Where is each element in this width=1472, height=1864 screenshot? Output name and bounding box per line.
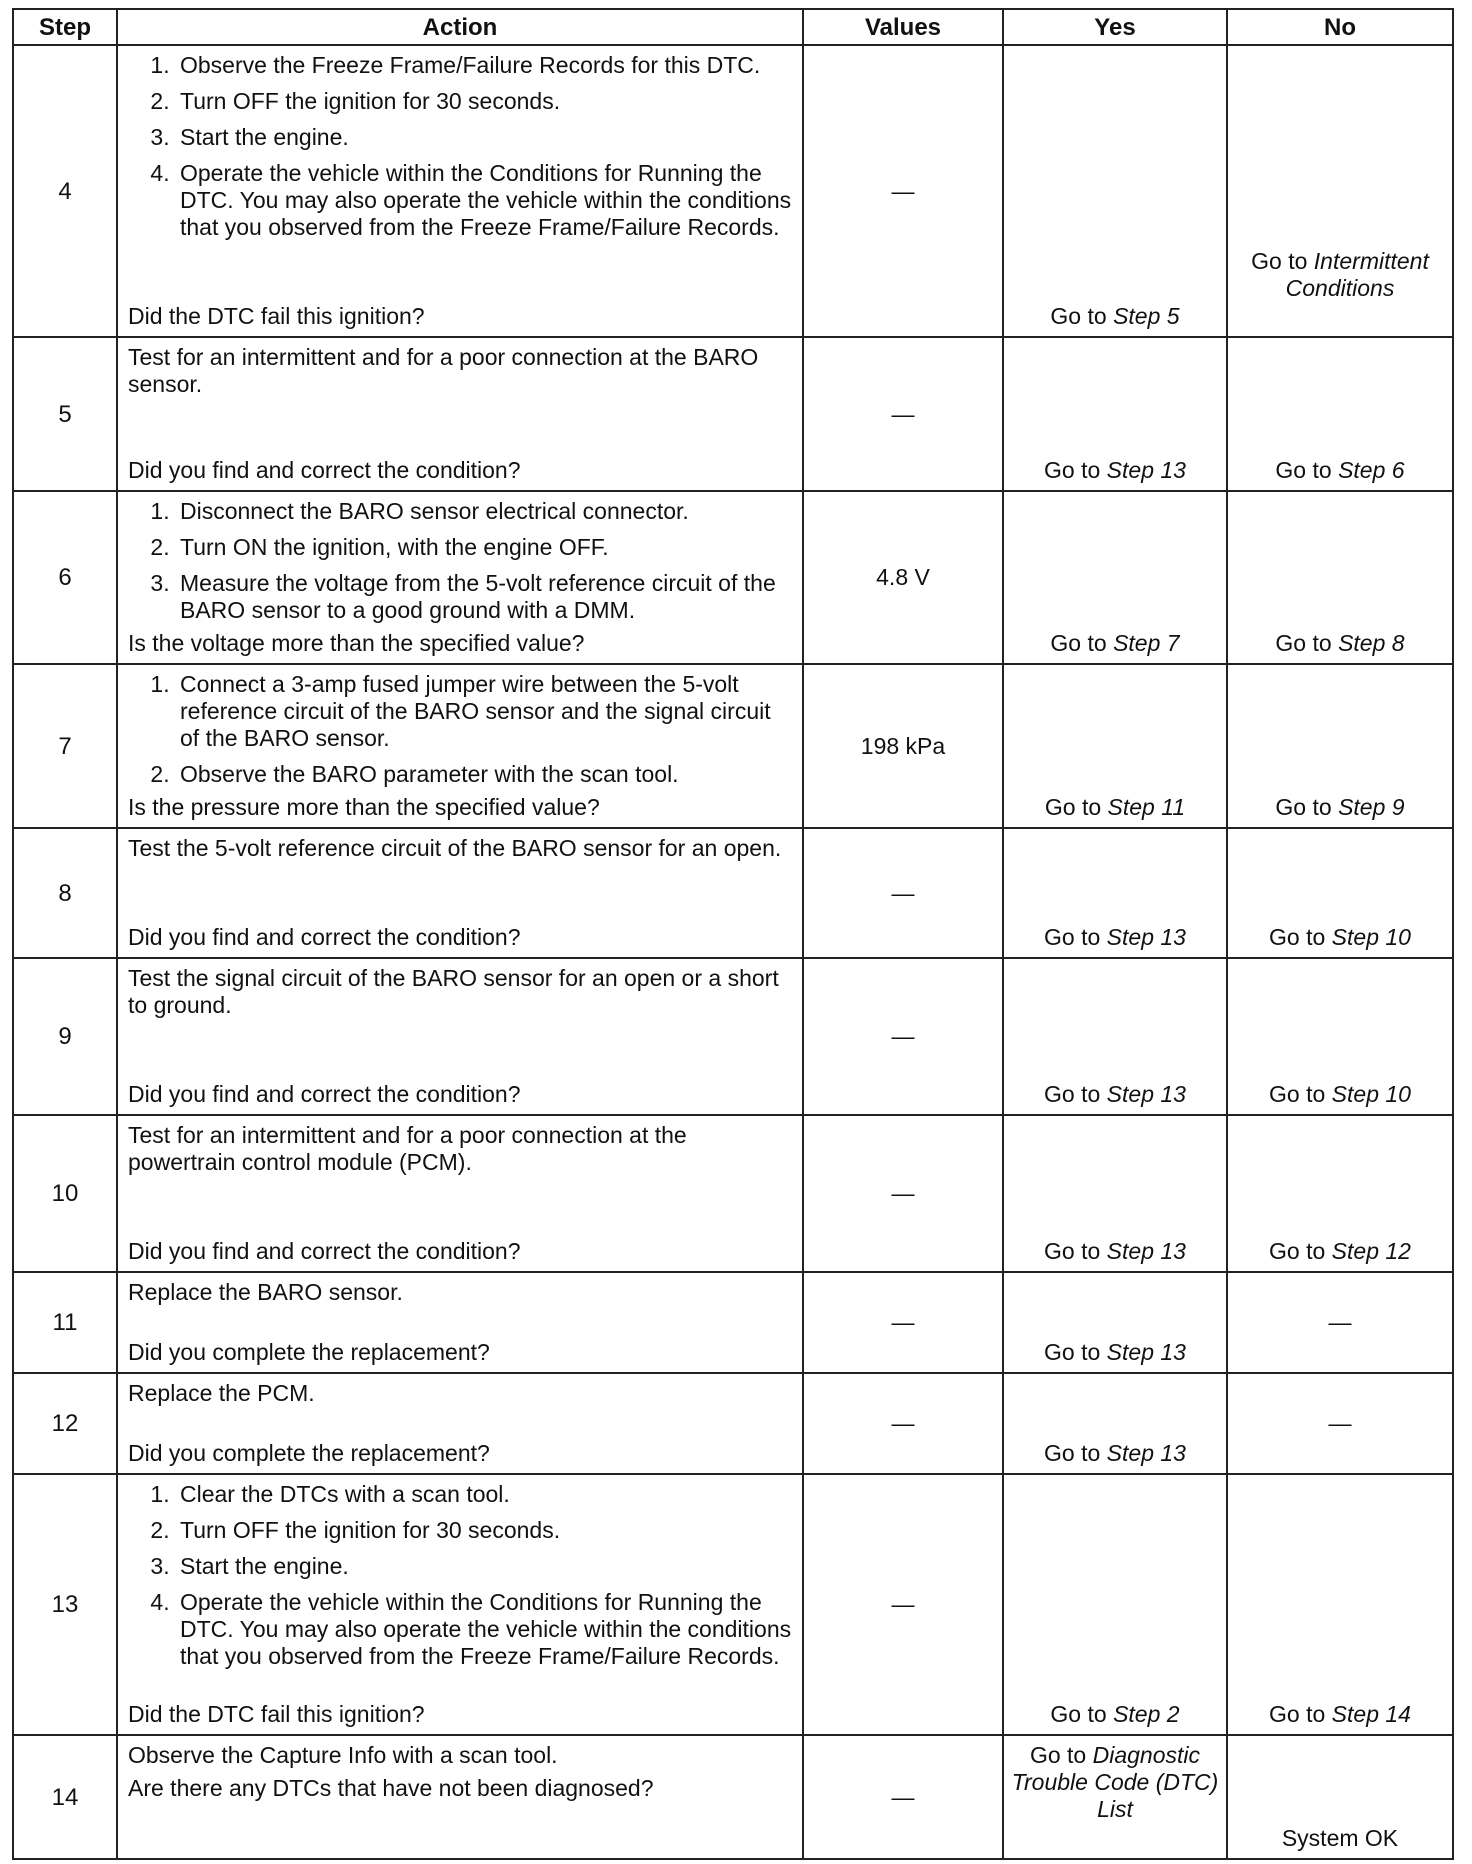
- header-yes: Yes: [1003, 9, 1227, 45]
- action-step-item: 2. Turn OFF the ignition for 30 seconds.: [176, 1517, 792, 1544]
- table-header-row: [13, 9, 1453, 45]
- no-cell: [1227, 1115, 1453, 1272]
- no-prefix: Go to: [1275, 630, 1332, 656]
- diagnostic-table-page: [12, 8, 1452, 1858]
- values-cell: —: [803, 45, 1003, 337]
- action-step-item: 1. Clear the DTCs with a scan tool.: [176, 1481, 792, 1508]
- action-text: Test the 5-volt reference circuit of the BARO sensor for an open.: [128, 835, 782, 861]
- no-target-link[interactable]: Step 9: [1338, 794, 1405, 820]
- values-cell: —: [803, 1735, 1003, 1859]
- yes-prefix: Go to: [1044, 1238, 1101, 1264]
- action-steps-list: [128, 671, 792, 794]
- yes-prefix: Go to: [1050, 630, 1107, 656]
- values-cell: —: [803, 337, 1003, 491]
- table-row-step-5: [13, 337, 1453, 491]
- step-number: 8: [13, 828, 117, 958]
- step-number: 9: [13, 958, 117, 1115]
- step-number: 12: [13, 1373, 117, 1474]
- action-cell: [117, 1474, 803, 1735]
- yes-prefix: Go to: [1044, 1339, 1101, 1365]
- yes-prefix: Go to: [1044, 1440, 1101, 1466]
- step-number: 6: [13, 491, 117, 664]
- no-cell: [1227, 828, 1453, 958]
- values-cell: —: [803, 958, 1003, 1115]
- yes-target-link[interactable]: Step 7: [1113, 630, 1180, 656]
- yes-cell: [1003, 1115, 1227, 1272]
- yes-cell: [1003, 828, 1227, 958]
- values-cell: 198 kPa: [803, 664, 1003, 828]
- table-row-step-9: [13, 958, 1453, 1115]
- action-cell: [117, 664, 803, 828]
- action-question: Is the pressure more than the specified value?: [128, 794, 600, 820]
- no-cell: —: [1227, 1373, 1453, 1474]
- action-question: Did the DTC fail this ignition?: [128, 303, 425, 329]
- no-cell: [1227, 337, 1453, 491]
- yes-target-link[interactable]: Step 13: [1106, 1081, 1186, 1107]
- yes-target-link[interactable]: Step 13: [1106, 924, 1186, 950]
- header-action: Action: [117, 9, 803, 45]
- action-cell: [117, 1272, 803, 1373]
- no-cell: —: [1227, 1272, 1453, 1373]
- no-prefix: Go to: [1269, 1238, 1326, 1264]
- action-question: Did you find and correct the condition?: [128, 457, 521, 483]
- action-text: Test the signal circuit of the BARO sensor for an open or a short to ground.: [128, 965, 779, 1018]
- step-number: 14: [13, 1735, 117, 1859]
- action-text: Replace the PCM.: [128, 1380, 315, 1406]
- no-target-link[interactable]: Step 14: [1331, 1701, 1411, 1727]
- action-text: Test for an intermittent and for a poor connection at the BARO sensor.: [128, 344, 759, 397]
- action-question: Are there any DTCs that have not been diagnosed?: [128, 1775, 654, 1801]
- table-row-step-13: [13, 1474, 1453, 1735]
- action-cell: [117, 1735, 803, 1859]
- action-text: Replace the BARO sensor.: [128, 1279, 403, 1305]
- yes-prefix: Go to: [1029, 1742, 1087, 1768]
- yes-cell: [1003, 1272, 1227, 1373]
- table-row-step-7: [13, 664, 1453, 828]
- action-cell: [117, 337, 803, 491]
- table-row-step-14: [13, 1735, 1453, 1859]
- no-target-link[interactable]: Step 10: [1331, 1081, 1411, 1107]
- yes-cell: [1003, 491, 1227, 664]
- yes-target-link[interactable]: Diagnostic Trouble Code (DTC) List: [1011, 1742, 1219, 1822]
- action-step-item: 2. Turn OFF the ignition for 30 seconds.: [176, 88, 792, 115]
- table-row-step-10: [13, 1115, 1453, 1272]
- action-step-item: 1. Connect a 3-amp fused jumper wire between the 5-volt reference circuit of the BARO sensor and the signal circuit of the BARO sensor.: [176, 671, 792, 752]
- no-prefix: Go to: [1251, 248, 1308, 274]
- yes-target-link[interactable]: Step 13: [1106, 1440, 1186, 1466]
- action-cell: [117, 958, 803, 1115]
- header-no: No: [1227, 9, 1453, 45]
- yes-target-link[interactable]: Step 5: [1113, 303, 1180, 329]
- yes-target-link[interactable]: Step 13: [1106, 1339, 1186, 1365]
- no-cell: [1227, 664, 1453, 828]
- action-step-item: 3. Start the engine.: [176, 1553, 792, 1580]
- values-cell: —: [803, 1373, 1003, 1474]
- values-cell: 4.8 V: [803, 491, 1003, 664]
- action-cell: [117, 491, 803, 664]
- step-number: 13: [13, 1474, 117, 1735]
- yes-target-link[interactable]: Step 2: [1113, 1701, 1180, 1727]
- no-prefix: Go to: [1275, 794, 1332, 820]
- header-step: Step: [13, 9, 117, 45]
- table-row-step-11: [13, 1272, 1453, 1373]
- step-number: 11: [13, 1272, 117, 1373]
- diagnostic-steps-table: [12, 8, 1454, 1860]
- action-question: Did you find and correct the condition?: [128, 1081, 521, 1107]
- action-steps-list: [128, 52, 792, 247]
- action-step-item: 3. Measure the voltage from the 5-volt reference circuit of the BARO sensor to a good ground with a DMM.: [176, 570, 792, 624]
- action-question: Did you complete the replacement?: [128, 1339, 490, 1365]
- yes-target-link[interactable]: Step 11: [1107, 794, 1186, 820]
- no-target-link[interactable]: Step 6: [1338, 457, 1405, 483]
- yes-cell: [1003, 1474, 1227, 1735]
- step-number: 5: [13, 337, 117, 491]
- no-cell: [1227, 958, 1453, 1115]
- yes-cell: [1003, 337, 1227, 491]
- values-cell: —: [803, 1115, 1003, 1272]
- action-cell: [117, 1115, 803, 1272]
- yes-cell: [1003, 1735, 1227, 1859]
- yes-prefix: Go to: [1044, 1081, 1101, 1107]
- yes-prefix: Go to: [1050, 1701, 1107, 1727]
- yes-target-link[interactable]: Step 13: [1106, 1238, 1186, 1264]
- action-text: Observe the Capture Info with a scan tool.: [128, 1742, 558, 1768]
- action-step-item: 1. Observe the Freeze Frame/Failure Records for this DTC.: [176, 52, 792, 79]
- no-prefix: Go to: [1269, 1081, 1326, 1107]
- step-number: 4: [13, 45, 117, 337]
- action-step-item: 2. Observe the BARO parameter with the scan tool.: [176, 761, 792, 788]
- yes-prefix: Go to: [1044, 924, 1101, 950]
- action-step-item: 3. Start the engine.: [176, 124, 792, 151]
- no-cell: [1227, 491, 1453, 664]
- yes-target-link[interactable]: Step 13: [1106, 457, 1186, 483]
- action-step-item: 4. Operate the vehicle within the Conditions for Running the DTC. You may also operate the vehicle within the conditions that you observed from the Freeze Frame/Failure Records.: [176, 1589, 792, 1670]
- no-prefix: Go to: [1269, 924, 1326, 950]
- table-row-step-4: [13, 45, 1453, 337]
- no-target-link[interactable]: Step 10: [1331, 924, 1411, 950]
- action-cell: [117, 1373, 803, 1474]
- action-cell: [117, 45, 803, 337]
- table-row-step-6: [13, 491, 1453, 664]
- action-steps-list: [128, 1481, 792, 1676]
- yes-cell: [1003, 664, 1227, 828]
- action-steps-list: [128, 498, 792, 630]
- yes-prefix: Go to: [1044, 794, 1102, 820]
- no-cell: [1227, 1474, 1453, 1735]
- no-prefix: Go to: [1269, 1701, 1326, 1727]
- step-number: 10: [13, 1115, 117, 1272]
- action-question: Is the voltage more than the specified value?: [128, 630, 585, 656]
- yes-cell: [1003, 45, 1227, 337]
- yes-cell: [1003, 1373, 1227, 1474]
- no-cell: [1227, 45, 1453, 337]
- no-prefix: Go to: [1275, 457, 1332, 483]
- no-target-link[interactable]: Step 12: [1331, 1238, 1411, 1264]
- values-cell: —: [803, 1474, 1003, 1735]
- action-step-item: 1. Disconnect the BARO sensor electrical connector.: [176, 498, 792, 525]
- action-step-item: 2. Turn ON the ignition, with the engine OFF.: [176, 534, 792, 561]
- action-question: Did you find and correct the condition?: [128, 1238, 521, 1264]
- table-row-step-12: [13, 1373, 1453, 1474]
- no-cell: System OK: [1227, 1735, 1453, 1859]
- yes-prefix: Go to: [1050, 303, 1107, 329]
- action-question: Did the DTC fail this ignition?: [128, 1701, 425, 1727]
- action-step-item: 4. Operate the vehicle within the Conditions for Running the DTC. You may also operate the vehicle within the conditions that you observed from the Freeze Frame/Failure Records.: [176, 160, 792, 241]
- yes-cell: [1003, 958, 1227, 1115]
- no-target-link[interactable]: Step 8: [1338, 630, 1405, 656]
- yes-prefix: Go to: [1044, 457, 1101, 483]
- action-text: Test for an intermittent and for a poor connection at the powertrain control module (PCM).: [128, 1122, 687, 1175]
- step-number: 7: [13, 664, 117, 828]
- action-cell: [117, 828, 803, 958]
- action-question: Did you find and correct the condition?: [128, 924, 521, 950]
- header-values: Values: [803, 9, 1003, 45]
- table-row-step-8: [13, 828, 1453, 958]
- values-cell: —: [803, 828, 1003, 958]
- values-cell: —: [803, 1272, 1003, 1373]
- action-question: Did you complete the replacement?: [128, 1440, 490, 1466]
- no-target-link[interactable]: Intermittent Conditions: [1285, 248, 1429, 301]
